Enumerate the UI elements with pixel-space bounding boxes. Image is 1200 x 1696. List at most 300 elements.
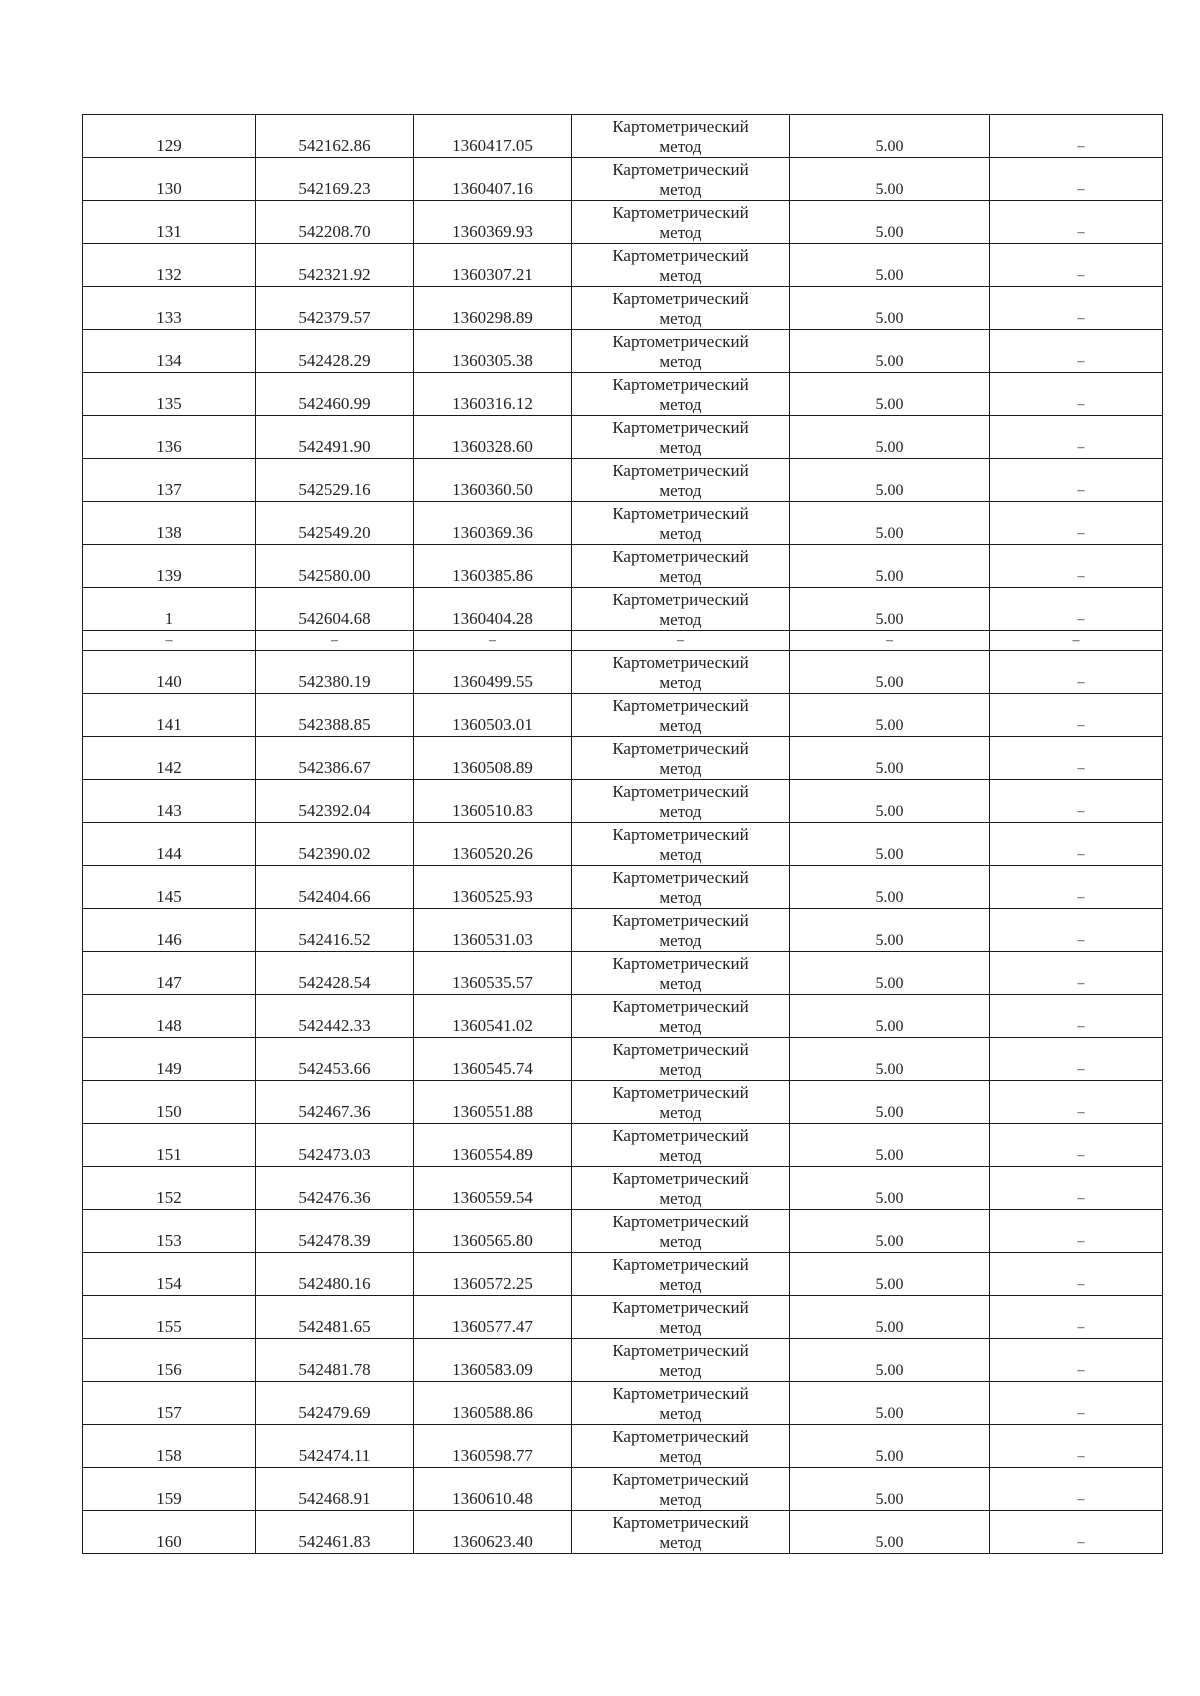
coordinate-y: 1360559.54 [452,1188,533,1207]
method-cell [572,545,790,588]
method-line1: Картометрический [612,1169,749,1188]
accuracy-value-cell [790,995,990,1038]
note-value: – [1077,890,1085,905]
coordinate-y: 1360316.12 [452,394,533,413]
point-number: 136 [156,437,182,456]
coordinate-x-cell [256,287,414,330]
accuracy-value-cell [790,1253,990,1296]
point-number-cell [83,1425,256,1468]
separator-dash: – [331,632,338,648]
coordinate-x: 542476.36 [298,1188,371,1207]
method-cell [572,694,790,737]
accuracy-value: 5.00 [875,932,904,949]
coordinate-y: 1360307.21 [452,265,533,284]
method-line1: Картометрический [612,1341,749,1360]
coordinate-x: 542390.02 [298,844,371,863]
table-row [83,909,1163,952]
note-value: – [1077,483,1085,498]
method-line2: метод [659,1361,702,1380]
method-cell [572,1296,790,1339]
table-row [83,1468,1163,1511]
coordinate-x-cell [256,502,414,545]
method-cell [572,737,790,780]
point-number-cell [83,373,256,416]
coordinate-y-cell [414,459,572,502]
note-value-cell [990,1382,1163,1425]
accuracy-value-cell [790,373,990,416]
method-cell [572,780,790,823]
accuracy-value-cell [790,545,990,588]
coordinate-y-cell [414,1511,572,1554]
coordinate-x-cell [256,201,414,244]
note-value: – [1077,1191,1085,1206]
method-line2: метод [659,137,702,156]
method-line2: метод [659,223,702,242]
point-number-cell [83,909,256,952]
coordinate-y: 1360565.80 [452,1231,533,1250]
coordinate-x: 542169.23 [298,179,371,198]
accuracy-value-cell [790,588,990,631]
point-number: 1 [164,609,174,628]
accuracy-value: 5.00 [875,1319,904,1336]
method-line1: Картометрический [612,1298,749,1317]
note-value: – [1077,397,1085,412]
coordinate-y: 1360417.05 [452,136,533,155]
coordinate-x-cell [256,1210,414,1253]
coordinate-x: 542481.78 [298,1360,371,1379]
accuracy-value-cell [790,823,990,866]
table-row [83,545,1163,588]
note-value: – [1077,1019,1085,1034]
separator-dash: – [165,632,173,648]
coordinate-y: 1360510.83 [452,801,533,820]
coordinate-x-cell [256,995,414,1038]
coordinate-y-cell [414,158,572,201]
accuracy-value: 5.00 [875,611,904,628]
note-value-cell [990,1425,1163,1468]
accuracy-value: 5.00 [875,1276,904,1293]
coordinate-x: 542388.85 [298,715,371,734]
point-number-cell [83,1382,256,1425]
coordinate-x-cell [256,244,414,287]
coordinate-x: 542529.16 [298,480,371,499]
method-line2: метод [659,802,702,821]
accuracy-value: 5.00 [875,525,904,542]
method-cell [572,1167,790,1210]
point-number-cell [83,1253,256,1296]
method-line1: Картометрический [612,1255,749,1274]
method-line1: Картометрический [612,1212,749,1231]
point-number-cell [83,1468,256,1511]
point-number-cell [83,115,256,158]
coordinate-x: 542604.68 [298,609,371,628]
method-line1: Картометрический [612,997,749,1016]
coordinate-y: 1360572.25 [452,1274,533,1293]
method-line1: Картометрический [612,1384,749,1403]
coordinate-y: 1360499.55 [452,672,533,691]
point-number: 157 [156,1403,182,1422]
note-value: – [1077,1062,1085,1077]
point-number: 134 [156,351,182,370]
accuracy-value-cell [790,1210,990,1253]
point-number: 135 [156,394,182,413]
coordinate-x-cell [256,416,414,459]
method-cell [572,952,790,995]
separator-cell [790,631,990,651]
point-number: 142 [156,758,182,777]
method-line2: метод [659,395,702,414]
coordinate-x-cell [256,1167,414,1210]
method-line2: метод [659,1533,702,1552]
method-line1: Картометрический [612,160,749,179]
accuracy-value: 5.00 [875,1405,904,1422]
note-value-cell [990,115,1163,158]
note-value: – [1077,182,1085,197]
coordinate-x: 542442.33 [298,1016,371,1035]
accuracy-value: 5.00 [875,138,904,155]
point-number: 144 [156,844,182,863]
method-line1: Картометрический [612,375,749,394]
point-number-cell [83,823,256,866]
method-cell [572,115,790,158]
note-value-cell [990,201,1163,244]
point-number-cell [83,416,256,459]
coordinate-y: 1360598.77 [452,1446,533,1465]
coordinate-x: 542416.52 [298,930,371,949]
accuracy-value-cell [790,1511,990,1554]
method-line1: Картометрический [612,547,749,566]
method-line2: метод [659,931,702,950]
table-row [83,459,1163,502]
method-line1: Картометрический [612,289,749,308]
method-cell [572,1210,790,1253]
accuracy-value: 5.00 [875,1190,904,1207]
accuracy-value-cell [790,158,990,201]
accuracy-value-cell [790,694,990,737]
method-cell [572,244,790,287]
table-row [83,1339,1163,1382]
coordinate-x: 542473.03 [298,1145,371,1164]
coordinate-x: 542386.67 [298,758,371,777]
method-line1: Картометрический [612,739,749,758]
method-cell [572,330,790,373]
accuracy-value-cell [790,115,990,158]
note-value: – [1077,440,1085,455]
note-value-cell [990,588,1163,631]
note-value: – [1077,718,1085,733]
coordinate-y-cell [414,115,572,158]
table-row [83,1296,1163,1339]
table-row [83,1382,1163,1425]
point-number-cell [83,780,256,823]
coordinate-y-cell [414,201,572,244]
method-line2: метод [659,716,702,735]
point-number: 148 [156,1016,182,1035]
coordinate-x-cell [256,1425,414,1468]
table-row [83,1253,1163,1296]
coordinate-y-cell [414,1468,572,1511]
method-cell [572,588,790,631]
point-number-cell [83,995,256,1038]
note-value: – [1077,1492,1085,1507]
method-cell [572,373,790,416]
note-value-cell [990,995,1163,1038]
accuracy-value-cell [790,1468,990,1511]
coordinate-y: 1360541.02 [452,1016,533,1035]
accuracy-value-cell [790,1382,990,1425]
table-row [83,1511,1163,1554]
method-line2: метод [659,180,702,199]
coordinate-y-cell [414,1167,572,1210]
accuracy-value-cell [790,737,990,780]
point-number: 137 [156,480,182,499]
note-value: – [1077,569,1085,584]
note-value: – [1077,1234,1085,1249]
coordinate-x-cell [256,780,414,823]
method-line1: Картометрический [612,1040,749,1059]
separator-dash: – [489,632,496,648]
method-cell [572,502,790,545]
accuracy-value: 5.00 [875,674,904,691]
note-value: – [1077,1449,1085,1464]
accuracy-value-cell [790,1081,990,1124]
separator-dash: – [886,632,893,648]
method-line1: Картометрический [612,1126,749,1145]
point-number: 131 [156,222,182,241]
coordinate-y: 1360520.26 [452,844,533,863]
accuracy-value: 5.00 [875,1018,904,1035]
method-cell [572,1038,790,1081]
accuracy-value: 5.00 [875,482,904,499]
note-value: – [1077,526,1085,541]
accuracy-value-cell [790,1124,990,1167]
method-line2: метод [659,1404,702,1423]
note-value-cell [990,694,1163,737]
separator-row [83,631,1163,651]
point-number: 147 [156,973,182,992]
point-number-cell [83,201,256,244]
point-number: 152 [156,1188,182,1207]
point-number: 159 [156,1489,182,1508]
method-line1: Картометрический [612,868,749,887]
accuracy-value: 5.00 [875,396,904,413]
method-line2: метод [659,759,702,778]
accuracy-value: 5.00 [875,353,904,370]
point-number-cell [83,694,256,737]
method-line2: метод [659,1318,702,1337]
point-number: 146 [156,930,182,949]
coordinate-x: 542491.90 [298,437,371,456]
coordinate-y: 1360508.89 [452,758,533,777]
table-row [83,866,1163,909]
method-cell [572,158,790,201]
point-number: 154 [156,1274,182,1293]
table-row [83,823,1163,866]
coordinate-y-cell [414,1296,572,1339]
accuracy-value: 5.00 [875,267,904,284]
method-line1: Картометрический [612,504,749,523]
method-line2: метод [659,1017,702,1036]
point-number: 156 [156,1360,182,1379]
coordinate-x-cell [256,1124,414,1167]
accuracy-value-cell [790,952,990,995]
method-line2: метод [659,567,702,586]
coordinate-x-cell [256,737,414,780]
coordinate-x: 542467.36 [298,1102,371,1121]
note-value-cell [990,866,1163,909]
note-value-cell [990,502,1163,545]
table-row [83,330,1163,373]
accuracy-value: 5.00 [875,846,904,863]
accuracy-value: 5.00 [875,439,904,456]
accuracy-value-cell [790,866,990,909]
coordinate-y: 1360588.86 [452,1403,533,1422]
note-value: – [1077,804,1085,819]
note-value-cell [990,780,1163,823]
point-number-cell [83,1339,256,1382]
coordinate-x: 542549.20 [298,523,371,542]
coordinate-y: 1360554.89 [452,1145,533,1164]
accuracy-value: 5.00 [875,1448,904,1465]
method-line1: Картометрический [612,653,749,672]
note-value: – [1077,354,1085,369]
coordinate-y: 1360404.28 [452,609,533,628]
method-line1: Картометрический [612,1083,749,1102]
coordinate-x: 542428.54 [298,973,371,992]
coordinate-x-cell [256,115,414,158]
method-cell [572,866,790,909]
coordinate-y-cell [414,1425,572,1468]
coordinate-y-cell [414,588,572,631]
method-line2: метод [659,1447,702,1466]
point-number-cell [83,502,256,545]
table-row [83,588,1163,631]
note-value: – [1077,1105,1085,1120]
method-line1: Картометрический [612,1427,749,1446]
note-value-cell [990,545,1163,588]
point-number-cell [83,1167,256,1210]
point-number-cell [83,737,256,780]
note-value-cell [990,1296,1163,1339]
separator-dash: – [677,632,684,648]
method-cell [572,1124,790,1167]
accuracy-value: 5.00 [875,1534,904,1551]
method-cell [572,823,790,866]
coordinate-y-cell [414,651,572,694]
coordinate-y: 1360623.40 [452,1532,533,1551]
coordinate-x-cell [256,651,414,694]
table-row [83,1167,1163,1210]
accuracy-value: 5.00 [875,975,904,992]
point-number: 160 [156,1532,182,1551]
point-number: 143 [156,801,182,820]
table-row [83,780,1163,823]
note-value-cell [990,1038,1163,1081]
accuracy-value-cell [790,909,990,952]
point-number: 140 [156,672,182,691]
point-number: 151 [156,1145,182,1164]
coordinate-y: 1360531.03 [452,930,533,949]
coordinate-x: 542460.99 [298,394,371,413]
accuracy-value: 5.00 [875,803,904,820]
accuracy-value-cell [790,244,990,287]
accuracy-value-cell [790,1425,990,1468]
method-cell [572,287,790,330]
point-number: 145 [156,887,182,906]
note-value: – [1077,847,1085,862]
note-value: – [1077,761,1085,776]
method-line2: метод [659,1060,702,1079]
coordinate-y: 1360369.36 [452,523,533,542]
accuracy-value: 5.00 [875,1061,904,1078]
coordinate-y-cell [414,995,572,1038]
coordinate-x-cell [256,1253,414,1296]
coordinate-x: 542380.19 [298,672,371,691]
coordinate-y-cell [414,502,572,545]
coordinate-y: 1360610.48 [452,1489,533,1508]
method-line1: Картометрический [612,911,749,930]
method-line2: метод [659,1103,702,1122]
accuracy-value: 5.00 [875,1491,904,1508]
method-line2: метод [659,481,702,500]
accuracy-value-cell [790,651,990,694]
point-number-cell [83,244,256,287]
table-row [83,995,1163,1038]
coordinate-y-cell [414,244,572,287]
point-number: 155 [156,1317,182,1336]
coordinates-table [82,114,1163,1554]
separator-cell [572,631,790,651]
coordinate-y: 1360360.50 [452,480,533,499]
coordinate-x-cell [256,1511,414,1554]
note-value: – [1077,976,1085,991]
note-value-cell [990,1081,1163,1124]
coordinate-y: 1360577.47 [452,1317,533,1336]
method-line1: Картометрический [612,782,749,801]
point-number: 139 [156,566,182,585]
method-line2: метод [659,974,702,993]
coordinate-x: 542453.66 [298,1059,371,1078]
coordinate-x: 542162.86 [298,136,371,155]
note-value-cell [990,1124,1163,1167]
coordinate-x-cell [256,1081,414,1124]
method-line1: Картометрический [612,825,749,844]
point-number: 133 [156,308,182,327]
coordinate-x: 542468.91 [298,1489,371,1508]
method-cell [572,1253,790,1296]
accuracy-value: 5.00 [875,760,904,777]
point-number: 129 [156,136,182,155]
note-value: – [1077,675,1085,690]
coordinate-y-cell [414,952,572,995]
coordinate-x: 542208.70 [298,222,371,241]
method-line2: метод [659,524,702,543]
coordinate-y: 1360551.88 [452,1102,533,1121]
coordinate-x: 542480.16 [298,1274,371,1293]
method-cell [572,651,790,694]
table-row [83,287,1163,330]
note-value: – [1077,1277,1085,1292]
coordinate-y-cell [414,287,572,330]
note-value: – [1077,1148,1085,1163]
table-row [83,502,1163,545]
note-value: – [1077,1406,1085,1421]
accuracy-value-cell [790,287,990,330]
point-number: 138 [156,523,182,542]
method-line1: Картометрический [612,418,749,437]
method-cell [572,1511,790,1554]
coordinate-y-cell [414,373,572,416]
